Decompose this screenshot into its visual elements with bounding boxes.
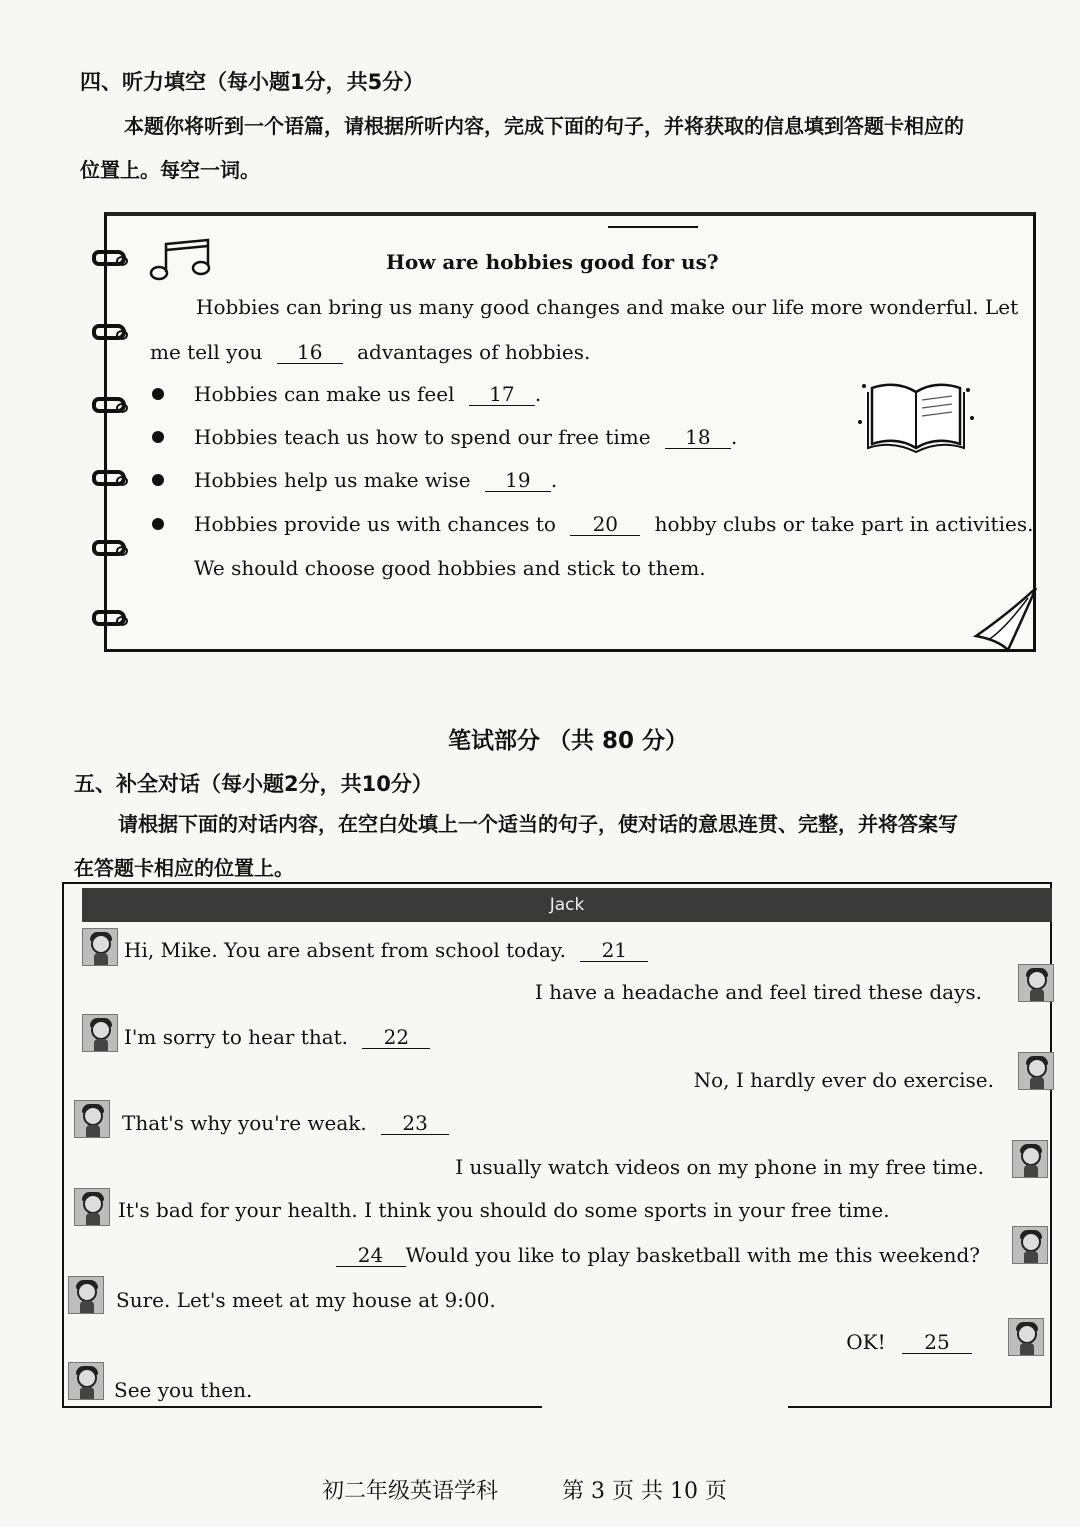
dialog-line-3-text: That's why you're weak. [122,1111,367,1135]
bullet-20-text-end: hobby clubs or take part in activities. [654,512,1034,536]
spiral-ring-icon [92,397,126,413]
blank-22[interactable]: 22 [362,1026,430,1049]
jack-avatar [82,928,118,966]
spiral-ring-icon [92,324,126,340]
spiral-ring-icon [92,250,126,266]
dialog-line-1-text: Hi, Mike. You are absent from school today. [124,938,566,962]
card-intro-line1: Hobbies can bring us many good changes and make our life more wonderful. Let [196,295,1019,319]
dialog-line-3 [122,1111,449,1135]
spiral-ring-icon [92,610,126,626]
bullet-icon [152,474,164,486]
mike-avatar [1008,1318,1044,1356]
blank-16[interactable]: 16 [277,341,343,364]
section-4-instruction-line2: 位置上。每空一词。 [80,158,260,182]
section-5-title: 五、补全对话（每小题2分，共10分） [74,772,433,796]
blank-25[interactable]: 25 [902,1331,972,1354]
spiral-ring-icon [92,470,126,486]
mike-avatar [1018,964,1054,1002]
bullet-17: Hobbies can make us feel 17 . [194,382,542,406]
open-book-icon [856,378,976,456]
dialog-bottom-line-right [788,1406,1052,1408]
footer-page-number: 第 3 页 共 10 页 [562,1479,727,1504]
bullet-17-text: Hobbies can make us feel [194,382,455,406]
jack-avatar [74,1188,110,1226]
blank-18[interactable]: 18 [665,426,731,449]
section-5-instruction-line2: 在答题卡相应的位置上。 [74,856,294,880]
jack-avatar [68,1362,104,1400]
jack-avatar [74,1100,110,1138]
card-tab-line [608,226,698,228]
section-4-title: 四、听力填空（每小题1分，共5分） [80,70,425,94]
bullet-icon [152,518,164,530]
mike-avatar [1018,1052,1054,1090]
dialog-reply-5-text: OK! [846,1330,886,1354]
footer-subject: 初二年级英语学科 [322,1479,499,1504]
bullet-19-text: Hobbies help us make wise [194,468,471,492]
section-4-instruction [80,104,1060,192]
blank-23[interactable]: 23 [381,1112,449,1135]
jack-avatar [82,1014,118,1052]
bullet-icon [152,388,164,400]
blank-17[interactable]: 17 [469,383,535,406]
section-4-instruction-line1: 本题你将听到一个语篇，请根据所听内容，完成下面的句子，并将获取的信息填到答题卡相应的 [124,114,964,138]
section-5-instruction-line1: 请根据下面的对话内容，在空白处填上一个适当的句子，使对话的意思连贯、完整，并将答案写 [118,812,958,836]
dialog-line-2-text: I'm sorry to hear that. [124,1025,349,1049]
dialog-reply-4 [336,1243,980,1267]
dialog-line-5: Sure. Let's meet at my house at 9:00. [116,1288,496,1312]
jack-avatar [68,1276,104,1314]
dialog-line-4: It's bad for your health. I think you should do some sports in your free time. [118,1198,890,1222]
bullet-18: Hobbies teach us how to spend our free time 18 . [194,425,738,449]
dialog-reply-2: No, I hardly ever do exercise. [693,1068,994,1092]
dialog-reply-1: I have a headache and feel tired these days. [534,980,982,1004]
mike-avatar [1012,1226,1048,1264]
bullet-20 [194,512,1033,536]
dialog-header: Jack [82,888,1052,922]
dialog-reply-3: I usually watch videos on my phone in my free time. [455,1155,984,1179]
written-part-title: 笔试部分 （共 80 分） [448,728,689,754]
card-intro-text: me tell you [150,340,263,364]
bullet-20-text: Hobbies provide us with chances to [194,512,556,536]
card-title: How are hobbies good for us? [386,250,719,274]
bullet-icon [152,431,164,443]
card-intro-line2 [150,340,590,364]
dialog-bottom-line-left [62,1406,542,1408]
blank-19[interactable]: 19 [485,469,551,492]
card-closing: We should choose good hobbies and stick to them. [194,556,706,580]
spiral-ring-icon [92,540,126,556]
dialog-line-6: See you then. [114,1378,253,1402]
blank-24[interactable]: 24 [336,1244,406,1267]
section-5-instruction [74,802,1059,890]
bullet-19: Hobbies help us make wise 19 . [194,468,558,492]
bullet-18-text: Hobbies teach us how to spend our free time [194,425,651,449]
blank-21[interactable]: 21 [580,939,648,962]
music-note-icon [146,236,216,284]
dialog-line-1 [124,938,648,962]
page-curl-icon [968,584,1038,652]
dialog-reply-4-text: Would you like to play basketball with me this weekend? [405,1243,980,1267]
dialog-reply-5 [846,1330,972,1354]
card-intro-text-end: advantages of hobbies. [357,340,591,364]
mike-avatar [1012,1140,1048,1178]
dialog-line-2 [124,1025,430,1049]
blank-20[interactable]: 20 [570,513,640,536]
